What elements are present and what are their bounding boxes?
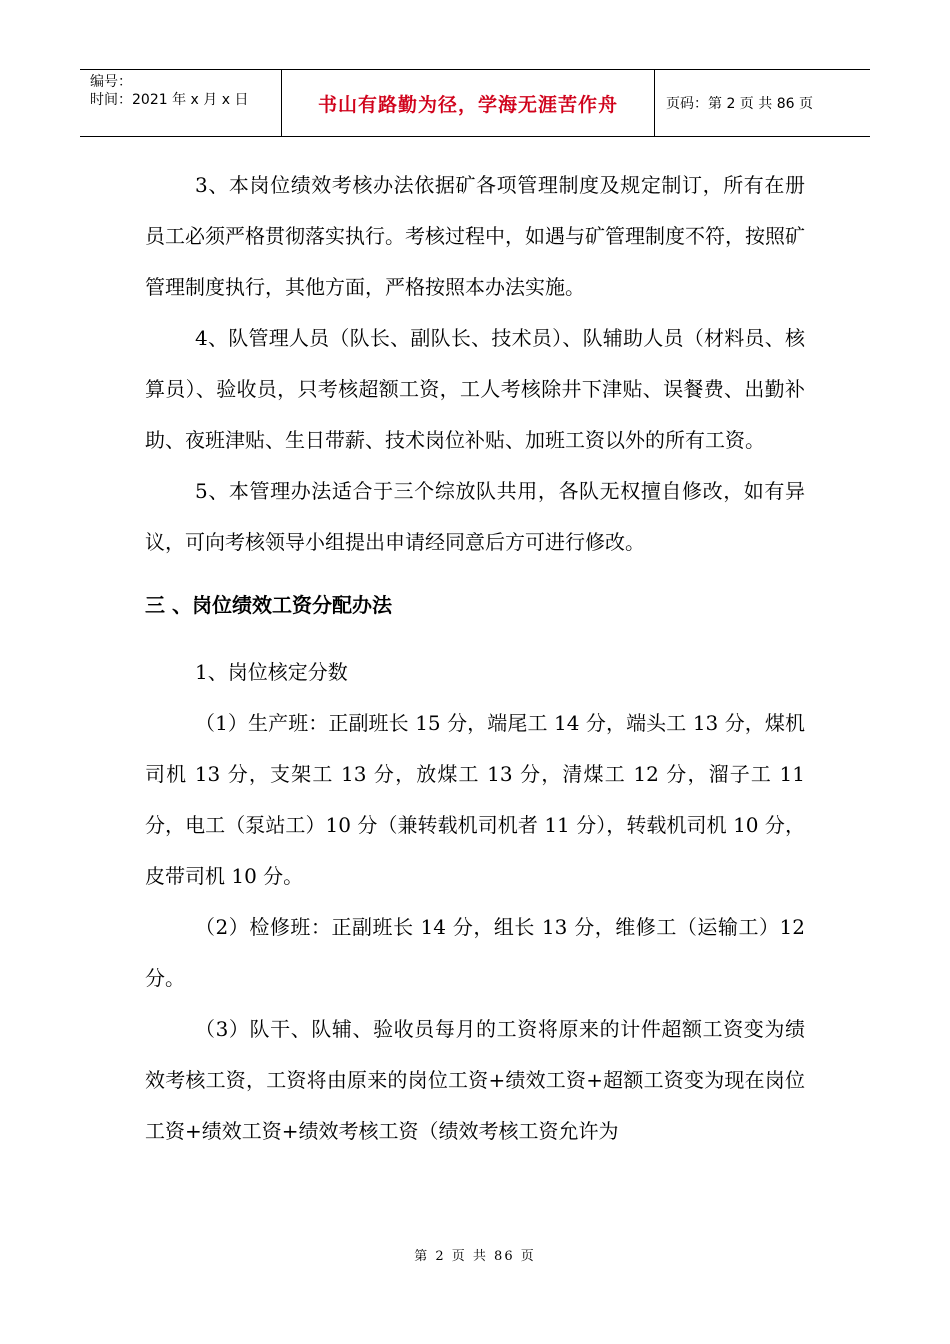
document-time-label: 时间：2021 年 x 月 x 日 xyxy=(90,92,249,108)
paragraph-4: 4、队管理人员（队长、副队长、技术员）、队辅助人员（材料员、核算员）、验收员，只考核超额工资，工人考核除井下津贴、误餐费、出勤补助、夜班津贴、生日带薪、技术岗位补贴、加班工资以外的所有工资。 xyxy=(145,326,805,452)
sub-heading: 1、岗位核定分数 xyxy=(195,660,348,684)
paragraph-5: 5、本管理办法适合于三个综放队共用，各队无权擅自修改，如有异议，可向考核领导小组提出申请经同意后方可进行修改。 xyxy=(145,479,805,554)
document-number-label: 编号： xyxy=(90,74,132,90)
item-maintenance-shift: （2）检修班：正副班长 14 分，组长 13 分，维修工（运输工）12 分。 xyxy=(145,915,805,990)
page-footer: 第 2 页 共 86 页 xyxy=(414,1249,536,1264)
header-page-info: 页码：第 2 页 共 86 页 xyxy=(666,96,813,112)
header-meta xyxy=(80,70,282,136)
item-production-shift: （1）生产班：正副班长 15 分，端尾工 14 分，端头工 13 分，煤机司机 13 分，支架工 13 分，放煤工 13 分，清煤工 12 分，溜子工 11 分，电工（泵站工）10 分（兼转载机司机者 11 分），转载机司机 10 分，皮带司机 10 分。 xyxy=(145,711,805,888)
page-header xyxy=(80,69,870,137)
paragraph-3: 3、本岗位绩效考核办法依据矿各项管理制度及规定制订，所有在册员工必须严格贯彻落实执行。考核过程中，如遇与矿管理制度不符，按照矿管理制度执行，其他方面，严格按照本办法实施。 xyxy=(145,173,805,299)
item-team-staff: （3）队干、队辅、验收员每月的工资将原来的计件超额工资变为绩效考核工资，工资将由原来的岗位工资+绩效工资+超额工资变为现在岗位工资+绩效工资+绩效考核工资（绩效考核工资允许为 xyxy=(145,1017,805,1143)
header-motto: 书山有路勤为径，学海无涯苦作舟 xyxy=(282,70,655,136)
document-body xyxy=(145,160,805,1157)
section-heading: 三 、岗位绩效工资分配办法 xyxy=(145,593,392,617)
